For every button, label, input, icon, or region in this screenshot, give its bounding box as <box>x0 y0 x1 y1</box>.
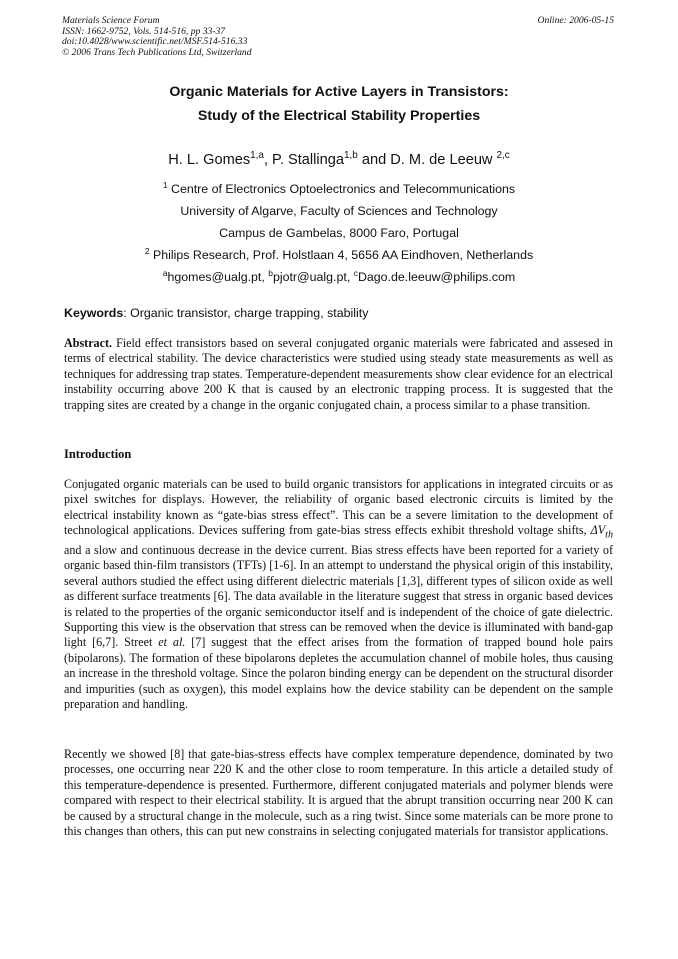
email-b: pjotr@ualg.pt, <box>272 270 351 284</box>
et-al: et al. <box>158 635 186 650</box>
affiliation-2-text: Philips Research, Prof. Holstlaan 4, 5656 AA Eindhoven, Netherlands <box>152 248 534 262</box>
vth-subscript: th <box>605 529 613 541</box>
delta-vth-symbol: ΔV <box>590 523 606 538</box>
introduction-paragraph-2 <box>64 747 613 839</box>
affiliation-1-line-2: University of Algarve, Faculty of Sciences and Technology <box>180 204 498 218</box>
author-3-affil: 2,c <box>496 150 510 162</box>
author-2-affil: 1,b <box>344 150 358 162</box>
introduction-paragraph-1 <box>64 477 613 713</box>
journal-name: Materials Science Forum <box>62 15 160 26</box>
affiliation-1-marker: 1 <box>162 179 168 190</box>
abstract-text: Field effect transistors based on several conjugated organic materials were fabricated and assesed in terms of electrical stability. The device characteristics were studied using steady state measurements as well as techniques for addressing trap states. Temperature-dependent measurements show clear evidence for an electrical instability occurring above 200 K that is caused by an electronic trapping process. It is suggested that the trapping sites are created by a change in the organic conjugated chain, a process similar to a phase transition. <box>64 336 613 412</box>
affiliation-1-line-1 <box>0 178 678 200</box>
affiliation-2-marker: 2 <box>144 245 150 256</box>
keywords-label: Keywords <box>64 306 124 320</box>
affiliation-1-text: Centre of Electronics Optoelectronics and Telecommunications <box>171 182 516 196</box>
abstract-label: Abstract. <box>64 336 113 350</box>
affiliations <box>0 178 678 288</box>
email-b-marker: b <box>268 267 273 278</box>
intro-p1-part-a: Conjugated organic materials can be used to build organic transistors for applications in integrated circuits or as pixel switches for displays. However, the reliability of organic based electronic circuits is limited by the electrical instability known as “gate-bias stress effect”. This can be a severe limitation to the development of technological applications. Devices suffering from gate-bias stress effects exhibit threshold voltage shifts, <box>64 477 613 538</box>
affiliation-1-line-3: Campus de Gambelas, 8000 Faro, Portugal <box>219 226 459 240</box>
author-conjunction: and <box>361 152 387 168</box>
email-c: Dago.de.leeuw@philips.com <box>357 270 516 284</box>
email-c-marker: c <box>353 267 358 278</box>
author-1-affil: 1,a <box>250 150 264 162</box>
issn-line: ISSN: 1662-9752, Vols. 514-516, pp 33-37 <box>62 25 226 37</box>
copyright-line: © 2006 Trans Tech Publications Ltd, Switzerland <box>62 46 252 58</box>
email-a: hgomes@ualg.pt, <box>167 270 265 284</box>
introduction-heading: Introduction <box>64 447 132 461</box>
title-line-2: Study of the Electrical Stability Properties <box>197 108 481 124</box>
paper-title <box>0 80 678 128</box>
journal-header <box>62 16 252 58</box>
intro-p1-part-c: [7] suggest that the effect arises from the formation of trapped bound hole pairs (bipolarons). The formation of these bipolarons depletes the accumulation channel of mobile holes, thus causing an increase in the threshold voltage. Since the polaron binding energy can be dependent on the structural disorder and impurities (such as oxygen), this model explains how the device stability can be dependent on the sample preparation and handling. <box>64 635 613 712</box>
intro-p2-text: Recently we showed [8] that gate-bias-stress effects have complex temperature dependence, dominated by two processes, one occurring near 220 K and the other close to room temperature. In this article a detailed study of this temperature-dependence is presented. Furthermore, different conjugated materials and polymer blends were compared with respect to their electrical stability. It is argued that the abrupt transition occurring near 200 K can be caused by a structural change in the molecule, such as a ring twist. Since some materials can be more prone to this changes than others, this can put new constrains in selecting conjugated materials for transistor applications. <box>64 747 613 839</box>
online-date: Online: 2006-05-15 <box>537 15 614 26</box>
title-line-1: Organic Materials for Active Layers in Transistors: <box>169 84 509 100</box>
doi-line: doi:10.4028/www.scientific.net/MSF.514-516.33 <box>62 36 248 48</box>
author-3: D. M. de Leeuw <box>390 152 493 168</box>
author-1: H. L. Gomes <box>168 152 251 168</box>
affiliation-2-line-1 <box>0 244 678 266</box>
intro-p1-part-b: and a slow and continuous decrease in the device current. Bias stress effects have been reported for a variety of organic based thin-film transistors (TFTs) [1-6]. In an attempt to understand the physical origin of this instability, several authors studied the effect using different dielectric materials [1,3], different types of silicon oxide as well as different surface treatments [6]. The data available in the literature suggest that stress in organic based devices is related to the properties of the organic semiconductor itself and is independent of the choice of gate dielectric. Supporting this view is the observation that stress can be removed when the device is illuminated with band-gap light [6,7]. Street <box>64 543 613 650</box>
author-list: H. L. Gomes$^{1,a}$, P. Stallinga$^{1,b}$ and D. M. de Leeuw $^{2,c}$ <box>168 150 510 168</box>
abstract-paragraph <box>64 336 613 413</box>
keywords-line <box>64 306 368 321</box>
email-a-marker: a <box>162 267 168 278</box>
author-2: P. Stallinga <box>272 152 344 168</box>
keywords-text: : Organic transistor, charge trapping, stability <box>123 306 369 320</box>
email-line <box>0 266 678 288</box>
